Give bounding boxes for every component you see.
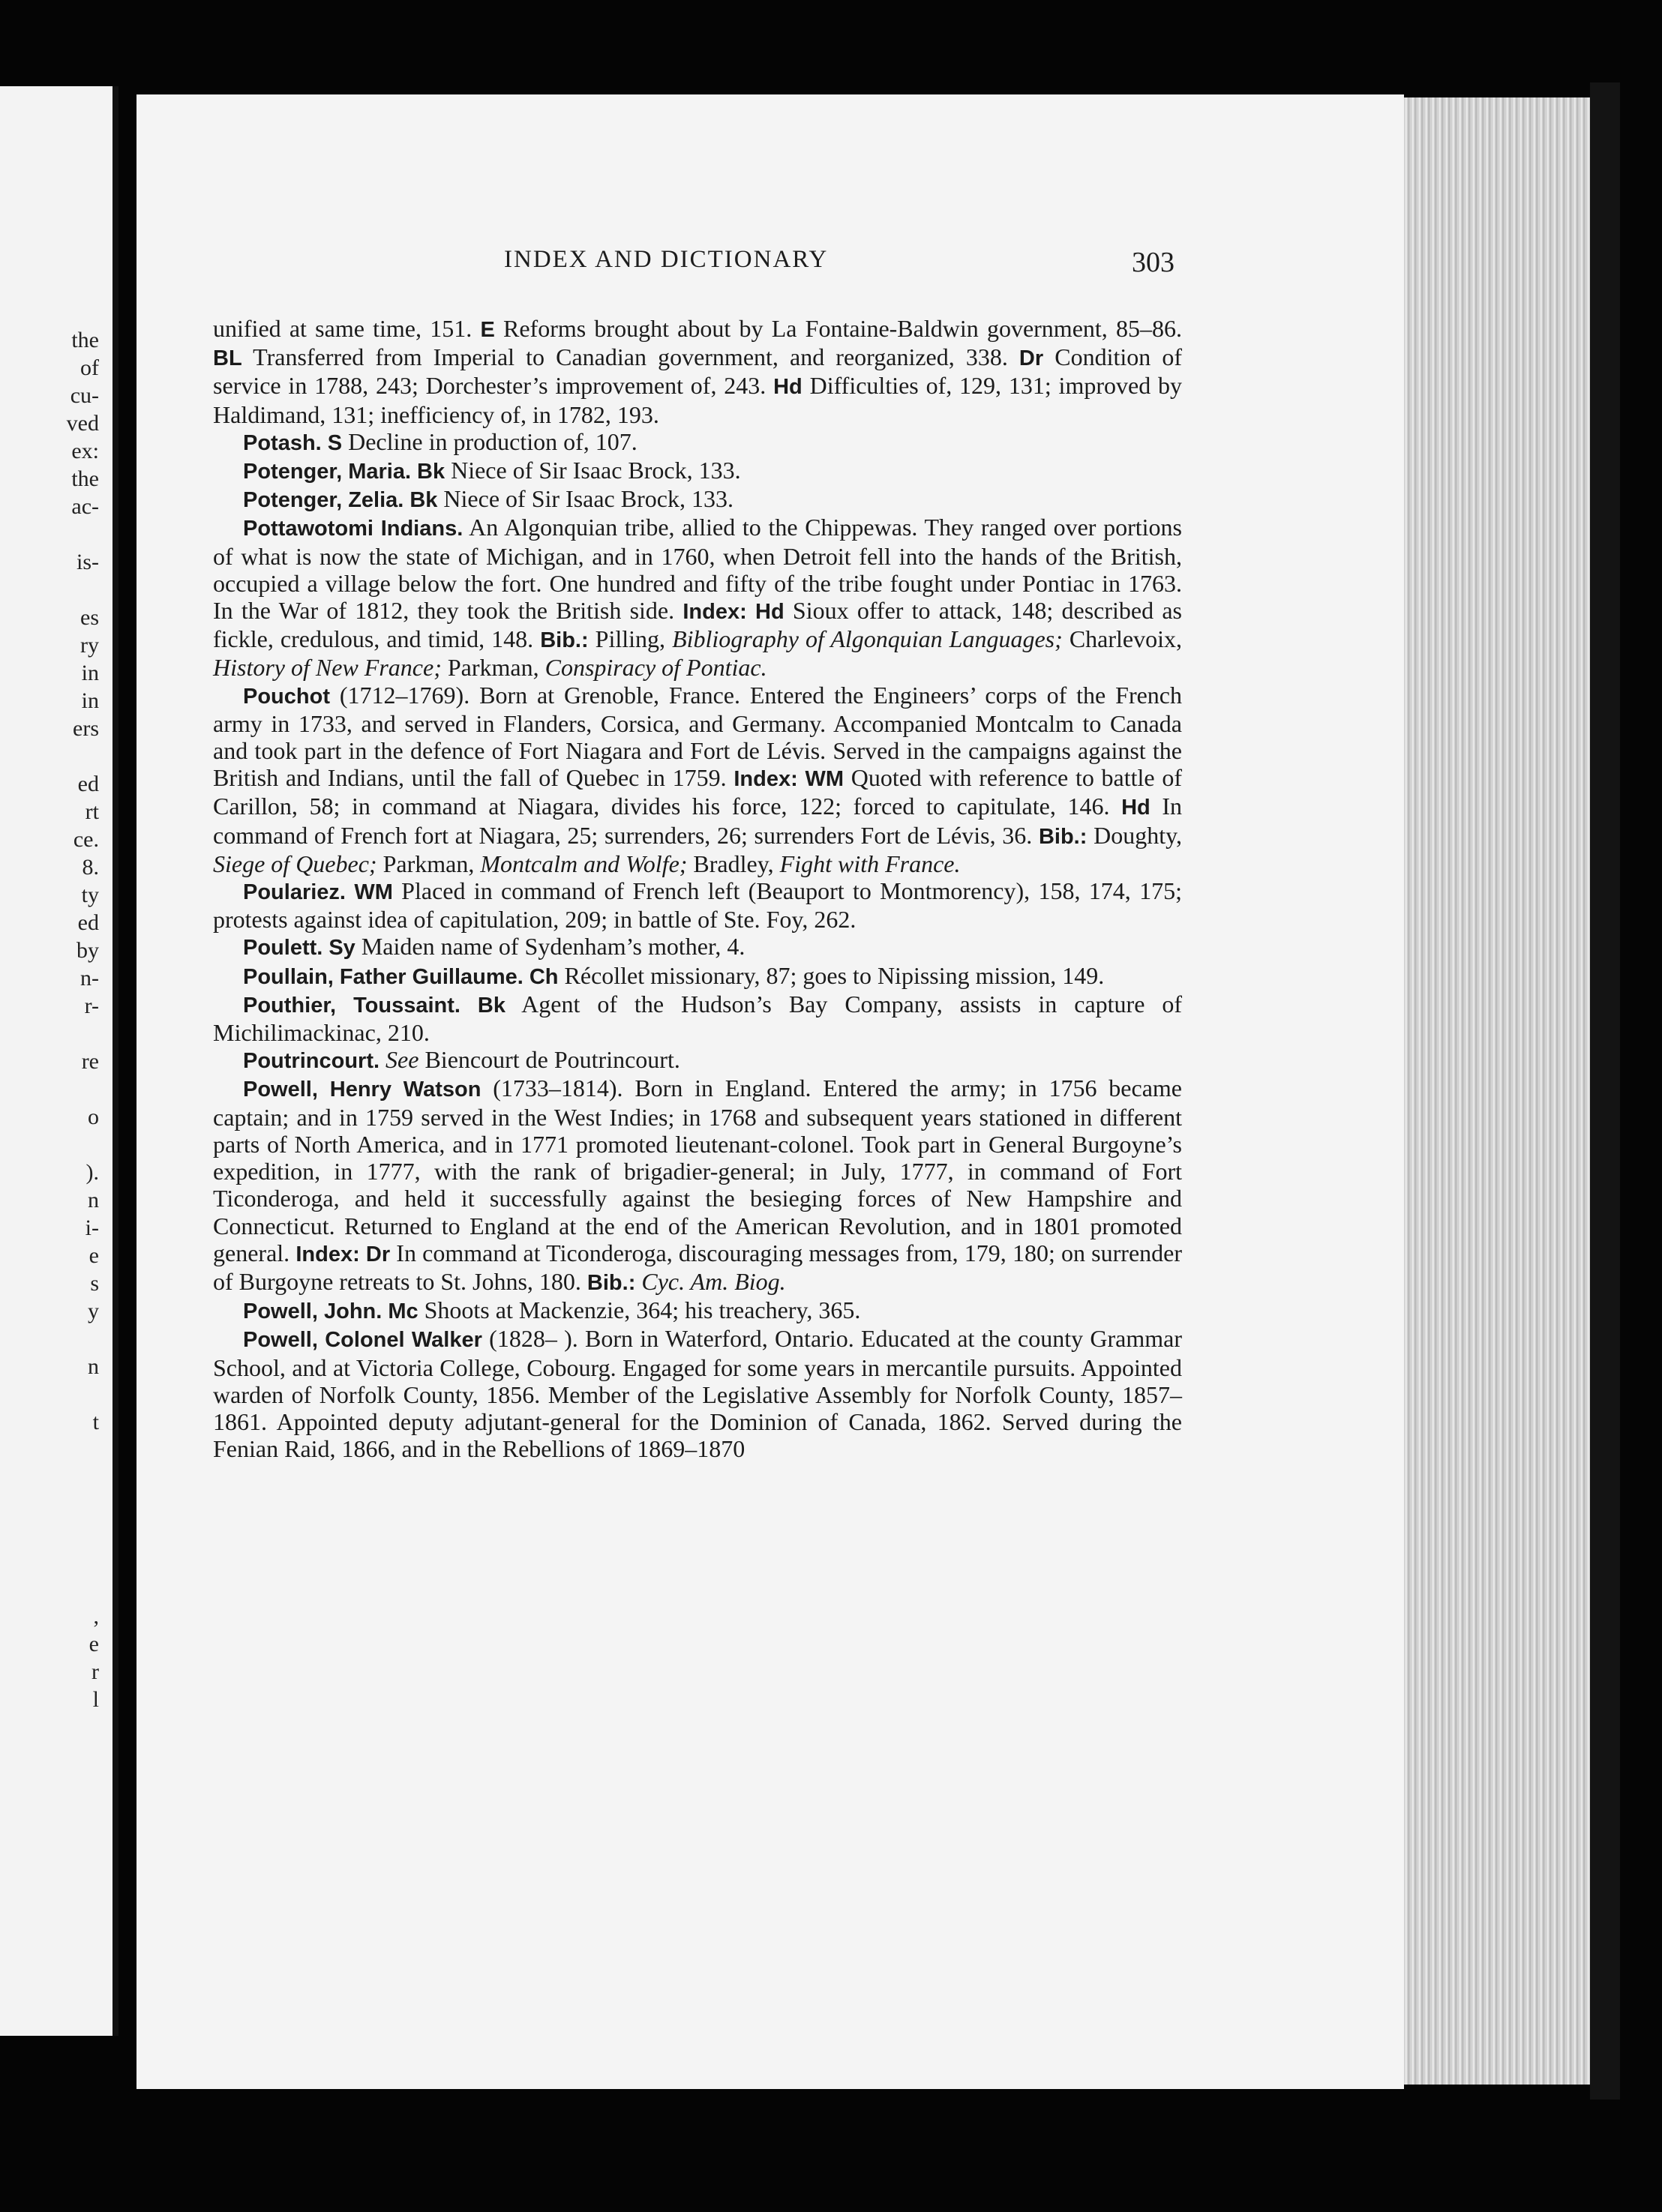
facing-page-fragment (67, 1491, 99, 1519)
source-tag: Ch (529, 964, 559, 989)
entry-headword: Pouchot (243, 684, 330, 709)
index-entry-poulariez (213, 877, 1182, 933)
entry-text: Decline in production of, 107. (342, 427, 638, 455)
facing-page-fragment (67, 1380, 99, 1408)
facing-page-fragment: of (80, 355, 99, 380)
facing-page-fragment (67, 1020, 99, 1048)
entry-text: In command of French fort at Niagara, 25; surrenders, 26; surrenders Fort de Lévis, 36. (213, 793, 1183, 849)
italic-title: Cyc. Am. Biog. (641, 1267, 786, 1295)
page-number: 303 (1132, 247, 1174, 278)
index-entry-powell-john (213, 1296, 1182, 1325)
entry-text: Maiden name of Sydenham’s mother, 4. (355, 933, 746, 961)
entry-text: Biencourt de Poutrincourt. (418, 1046, 680, 1074)
facing-page-fragment: i- (85, 1215, 99, 1240)
entry-text (524, 962, 530, 989)
entry-text: Condition of service in 1788, 243; Dorchester’s improvement of, 243. (213, 343, 1183, 400)
facing-page-fragment: es (80, 605, 99, 630)
source-tag: Index: (682, 600, 747, 625)
source-tag: Hd (773, 375, 802, 400)
entry-text: unified at same time, 151. (213, 315, 481, 342)
source-tag: E (480, 318, 495, 342)
index-entry-potenger-zelia (213, 485, 1182, 514)
source-tag: Index: (296, 1242, 360, 1266)
italic-title: History of New France; (213, 654, 442, 682)
facing-page-fragment (67, 1547, 99, 1575)
entry-text (360, 1239, 366, 1266)
facing-page-fragment: r (92, 1659, 99, 1684)
source-tag: WM (354, 880, 393, 905)
source-tag: Hd (1121, 796, 1150, 820)
entry-text: Placed in command of French left (Beauport to Montmorency), 158, 174, 175; protests against idea of capitulation, 209; in battle of Ste. Foy, 262. (213, 877, 1183, 934)
index-entry-poullain (213, 962, 1182, 991)
italic-title: Siege of Quebec; (213, 850, 377, 877)
entry-headword: Poulett. (243, 936, 323, 961)
italic-title: See (386, 1046, 419, 1074)
facing-page-fragment: in (81, 688, 99, 713)
facing-page-fragment: , (93, 1604, 99, 1629)
facing-page-fragment (67, 520, 99, 548)
facing-page-fragment: r- (84, 994, 99, 1018)
facing-page-fragment: rt (85, 799, 99, 824)
facing-page-fragment: s (90, 1271, 99, 1296)
source-tag: Bk (410, 488, 438, 513)
source-tag: Index: (734, 767, 798, 792)
entry-headword: Pottawotomi Indians. (243, 517, 464, 541)
entry-headword: Poutrincourt. (243, 1049, 380, 1074)
facing-page-fragment (67, 1075, 99, 1103)
source-tag: Dr (365, 1242, 391, 1266)
book-spine-shadow (1590, 82, 1620, 2100)
entry-text: Doughty, (1087, 821, 1183, 849)
italic-title: Conspiracy of Pontiac. (544, 654, 767, 682)
source-tag: Bk (417, 460, 446, 484)
entry-text (411, 457, 417, 484)
running-title: INDEX AND DICTIONARY (504, 246, 829, 273)
source-tag: Dr (1018, 346, 1044, 371)
facing-page-fragment: re (81, 1049, 99, 1074)
entry-headword: Potenger, Zelia. (243, 488, 404, 513)
facing-page-fragment: by (76, 938, 99, 963)
source-tag: Bib.: (1038, 824, 1088, 849)
facing-page-fragment (67, 742, 99, 770)
entry-text: Shoots at Mackenzie, 364; his treachery, 365. (418, 1296, 861, 1324)
index-entry-potenger-maria (213, 457, 1182, 485)
facing-page-fragment: o (88, 1105, 99, 1129)
facing-page-fragment: ers (73, 716, 99, 741)
facing-page-fragment: in (81, 661, 99, 685)
entry-headword: Pouthier, Toussaint. (243, 993, 460, 1018)
entry-text: Quoted with reference to battle of Carillon, 58; in command at Niagara, divides his force, 122; forced to capitulate, 146. (213, 764, 1183, 820)
entry-text (747, 597, 755, 624)
italic-title: Fight with France. (779, 850, 961, 877)
index-entry-potash (213, 428, 1182, 457)
facing-page-fragment: ed (77, 910, 99, 935)
index-entry-poutrincourt (213, 1046, 1182, 1075)
entry-headword: Poullain, Father Guillaume. (243, 964, 524, 989)
entry-text: Pilling, (588, 625, 673, 653)
entry-text: Parkman, (441, 654, 545, 682)
facing-page-fragment: n (88, 1188, 99, 1212)
index-text-column (213, 315, 1182, 1462)
facing-page-fragment: y (88, 1299, 99, 1323)
facing-page-fragment: e (88, 1632, 99, 1656)
source-tag: Bib.: (586, 1270, 636, 1295)
index-entry-powell-walker (213, 1325, 1182, 1462)
facing-page-fragment (67, 1519, 99, 1547)
facing-page-fragment: the (71, 466, 99, 491)
facing-page-fragment: 8. (82, 855, 99, 880)
entry-text: In command at Ticonderoga, discouraging messages from, 179, 180; on surrender of Burgoyne retreats to St. Johns, 180. (213, 1239, 1183, 1295)
italic-title: Bibliography of Algonquian Languages; (672, 625, 1063, 653)
facing-page-fragment: cu- (70, 383, 99, 408)
facing-page-fragment: n (88, 1354, 99, 1379)
source-tag: Sy (328, 936, 356, 961)
entry-text: Parkman, (376, 850, 481, 877)
source-tag: S (327, 430, 343, 455)
entry-text (380, 1046, 386, 1073)
facing-page-fragment (67, 1575, 99, 1602)
entry-text: Bradley, (687, 850, 780, 877)
entry-headword: Powell, Colonel Walker (243, 1328, 482, 1353)
facing-page-fragment: n- (80, 966, 99, 991)
facing-page-fragment: ). (86, 1160, 99, 1185)
index-entry-pottawotomi (213, 514, 1182, 681)
italic-title: Montcalm and Wolfe; (480, 850, 688, 877)
facing-page-fragment: ry (80, 633, 99, 658)
facing-page-fragment: ty (81, 883, 99, 907)
source-tag: WM (805, 767, 844, 792)
entry-text: Agent of the Hudson’s Bay Company, assists in capture of Michilimackinac, 210. (213, 990, 1183, 1047)
facing-page-edge (0, 86, 118, 2036)
page-edges (1404, 97, 1599, 2085)
index-entry-pouchot (213, 682, 1182, 877)
entry-headword: Potash. (243, 430, 322, 455)
facing-page-fragment: l (92, 1687, 99, 1712)
entry-text: (1712–1769). Born at Grenoble, France. Entered the Engineers’ corps of the French army in 1733, and served in Flanders, Corsica, and Germany. Accompanied Montcalm to Canada and took part in the defence of Fort Niagara and Fort de Lévis. Served in the campaigns against the British and Indians, until the fall of Quebec in 1759. (213, 681, 1182, 792)
facing-page-fragment (67, 1436, 99, 1464)
facing-page-fragment (67, 1325, 99, 1353)
facing-page-fragment (67, 1464, 99, 1491)
index-entry-powell-hw (213, 1075, 1182, 1296)
source-tag: Bib.: (540, 628, 589, 653)
entry-headword: Powell, John. (243, 1299, 382, 1324)
facing-page-fragment: e (88, 1243, 99, 1268)
entry-headword: Poulariez. (243, 880, 346, 905)
entry-text (346, 877, 354, 904)
facing-page-fragment: ed (77, 772, 99, 796)
entry-text: (1733–1814). Born in England. Entered the army; in 1756 became captain; and in 1759 served in the West Indies; in 1768 and subsequent years stationed in different parts of North America, and in 1771 promoted lieutenant-colonel. Took part in General Burgoyne’s expedition, in 1777, with the rank of brigadier-general; in July, 1777, in command of Fort Ticonderoga, and held it successfully against the besieging forces of New Hampshire and Connecticut. Returned to England at the end of the American Revolution, and in 1801 promoted general. (213, 1075, 1183, 1266)
entry-text (460, 991, 478, 1018)
entry-text (322, 428, 328, 455)
facing-page-fragment (67, 576, 99, 604)
facing-page-fragment: ex: (71, 439, 99, 463)
entry-text: An Algonquian tribe, allied to the Chippewas. They ranged over portions of what is now the state of Michigan, and in 1760, when Detroit fell into the hands of the British, occupied a village below the fort. One hundred and fifty of the tribe fought under Pontiac in 1763. In the War of 1812, they took the British side. (213, 514, 1182, 625)
index-entry-pouthier (213, 991, 1182, 1046)
entry-headword: Potenger, Maria. (243, 460, 412, 484)
entry-text: (1828– ). Born in Waterford, Ontario. Educated at the county Grammar School, and at Victoria College, Cobourg. Engaged for some years in mercantile pursuits. Appointed warden of Norfolk County, 1856. Member of the Legislative Assembly for Norfolk County, 1857–1861. Appointed deputy adjutant-general for the Dominion of Canada, 1862. Served during the Fenian Raid, 1866, and in the Rebellions of 1869–1870 (213, 1325, 1182, 1463)
facing-page-text-fragments (67, 326, 99, 1713)
entry-text: Niece of Sir Isaac Brock, 133. (437, 485, 734, 513)
facing-page-fragment: the (71, 328, 99, 352)
facing-page-fragment (67, 1131, 99, 1158)
facing-page-fragment: ved (66, 411, 99, 436)
facing-page-fragment: ce. (73, 827, 99, 852)
source-tag: Mc (388, 1299, 418, 1324)
source-tag: BL (213, 346, 242, 371)
entry-headword: Powell, Henry Watson (243, 1078, 482, 1102)
entry-text: Niece of Sir Isaac Brock, 133. (445, 457, 741, 484)
index-entry-poulett (213, 933, 1182, 961)
entry-text: Récollet missionary, 87; goes to Nipissing mission, 149. (558, 961, 1105, 989)
entry-text: Reforms brought about by La Fontaine-Baldwin government, 85–86. (494, 315, 1183, 342)
source-tag: Hd (755, 600, 784, 625)
facing-page-fragment: ac- (71, 494, 99, 519)
facing-page-fragment: t (92, 1410, 99, 1434)
entry-text: Difficulties of, 129, 131; improved by Haldimand, 131; inefficiency of, in 1782, 193. (213, 372, 1183, 428)
index-entry-cont (213, 315, 1182, 428)
facing-page-fragment: is- (76, 550, 99, 574)
entry-text: Transferred from Imperial to Canadian government, and reorganized, 338. (242, 343, 1019, 371)
entry-text: Charlevoix, (1062, 625, 1183, 653)
source-tag: Bk (477, 993, 506, 1018)
entry-text: Sioux offer to attack, 148; described as fickle, credulous, and timid, 148. (213, 597, 1183, 653)
